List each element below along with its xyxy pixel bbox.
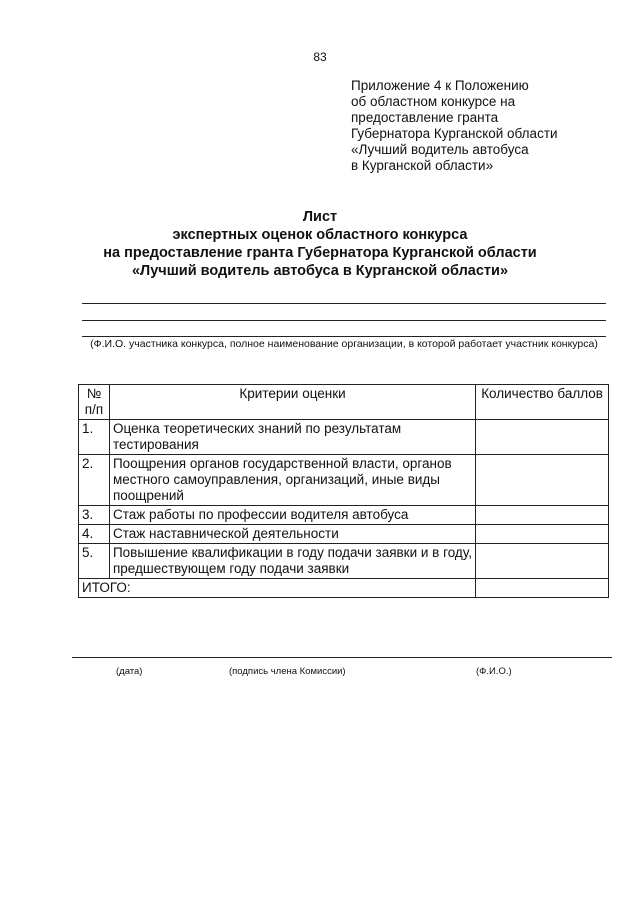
appendix-note <box>351 78 631 174</box>
header-number: № п/п <box>79 385 110 420</box>
table-row <box>79 525 609 544</box>
row-criteria: Стаж наставнической деятельности <box>109 525 475 544</box>
row-number: 1. <box>79 420 110 455</box>
table-row <box>79 544 609 579</box>
participant-blank-line <box>82 303 606 304</box>
row-score <box>476 544 609 579</box>
row-criteria: Повышение квалификации в году подачи заявки и в году, предшествующем году подачи заявки <box>109 544 475 579</box>
table-row <box>79 506 609 525</box>
appendix-line: Губернатора Курганской области <box>351 126 558 141</box>
document-title <box>0 208 640 280</box>
criteria-table <box>78 384 609 598</box>
appendix-line: об областном конкурсе на <box>351 94 516 109</box>
participant-blank-line <box>82 336 606 337</box>
title-line: экспертных оценок областного конкурса <box>172 227 468 243</box>
participant-caption: (Ф.И.О. участника конкурса, полное наименование организации, в которой работает участник конкурса) <box>90 338 598 350</box>
total-label: ИТОГО: <box>79 579 476 598</box>
title-line: на предоставление гранта Губернатора Курганской области <box>103 245 537 261</box>
row-score <box>476 420 609 455</box>
appendix-line: Приложение 4 к Положению <box>351 78 529 93</box>
header-criteria: Критерии оценки <box>109 385 475 420</box>
header-score: Количество баллов <box>476 385 609 420</box>
row-number: 3. <box>79 506 110 525</box>
row-criteria: Оценка теоретических знаний по результатам тестирования <box>109 420 475 455</box>
row-number: 4. <box>79 525 110 544</box>
appendix-line: в Курганской области» <box>351 158 494 173</box>
row-criteria: Стаж работы по профессии водителя автобуса <box>109 506 475 525</box>
row-score <box>476 455 609 506</box>
signature-caption: (подпись члена Комиссии) <box>229 666 346 677</box>
row-number: 5. <box>79 544 110 579</box>
name-caption: (Ф.И.О.) <box>476 666 512 677</box>
page-number: 83 <box>313 50 327 64</box>
title-line: Лист <box>302 209 338 225</box>
table-total-row <box>79 579 609 598</box>
appendix-line: «Лучший водитель автобуса <box>351 142 529 157</box>
row-criteria: Поощрения органов государственной власти, органов местного самоуправления, организаций, иные виды поощрений <box>109 455 475 506</box>
row-number: 2. <box>79 455 110 506</box>
row-score <box>476 506 609 525</box>
date-caption: (дата) <box>116 666 143 677</box>
table-row <box>79 420 609 455</box>
participant-blank-line <box>82 320 606 321</box>
table-row <box>79 455 609 506</box>
total-value <box>476 579 609 598</box>
table-header-row <box>79 385 609 420</box>
title-line: «Лучший водитель автобуса в Курганской области» <box>131 263 509 279</box>
signature-line <box>72 657 612 658</box>
appendix-line: предоставление гранта <box>351 110 499 125</box>
row-score <box>476 525 609 544</box>
